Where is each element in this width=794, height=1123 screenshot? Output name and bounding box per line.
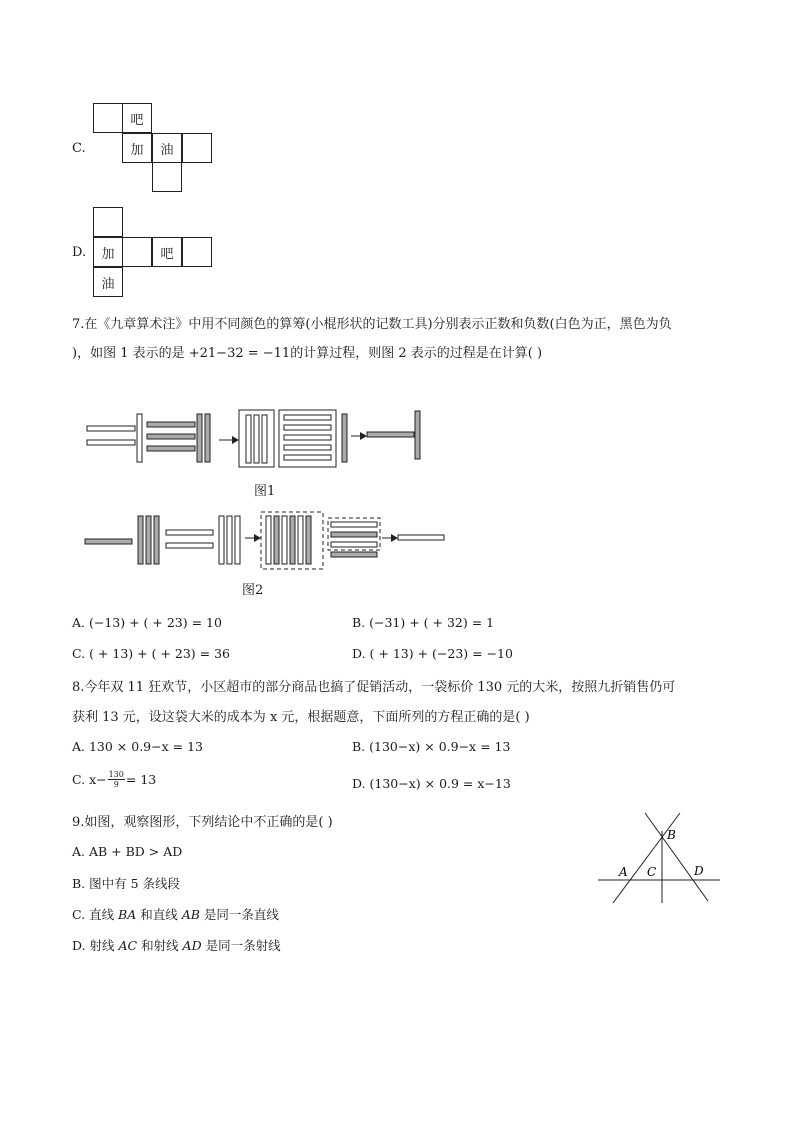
q8-option-c — [72, 770, 156, 789]
fraction — [108, 770, 125, 789]
text-part: D. 射线 — [72, 938, 119, 953]
q9-stem: 9.如图，观察图形，下列结论中不正确的是( ) — [72, 815, 333, 830]
option-label: C. — [72, 141, 86, 156]
line-name: BA — [118, 907, 137, 922]
q8-stem-line2: 获利 13 元，设这袋大米的成本为 x 元，根据题意，下面所列的方程正确的是( ) — [72, 710, 530, 725]
q8-option-a: A. 130 × 0.9−x = 13 — [72, 739, 203, 754]
point-label-b: B — [667, 828, 676, 842]
q9-option-b: B. 图中有 5 条线段 — [72, 876, 181, 891]
ray-name: AD — [182, 938, 202, 953]
figure-1-caption: 图1 — [254, 484, 276, 499]
net-cell: 吧 — [122, 103, 152, 133]
q9-option-c — [72, 905, 279, 923]
point-label-a: A — [619, 865, 628, 879]
net-cell: 加 — [93, 237, 123, 267]
q9-geometry-figure — [595, 808, 725, 908]
net-cell — [93, 103, 123, 133]
q8-option-d: D. (130−x) × 0.9 = x−13 — [352, 776, 511, 791]
q7-option-b: B. (−31) + ( + 32) = 1 — [352, 615, 495, 630]
line-name: AB — [181, 907, 200, 922]
text-part: 是同一条直线 — [199, 907, 279, 922]
figure-2-caption: 图2 — [242, 583, 264, 598]
q7-option-d: D. ( + 13) + (−23) = −10 — [352, 646, 513, 661]
net-cell: 加 — [122, 133, 152, 163]
fraction-denominator: 9 — [113, 780, 119, 789]
net-cell — [182, 133, 212, 163]
net-cell — [182, 237, 212, 267]
q7-option-c: C. ( + 13) + ( + 23) = 36 — [72, 646, 230, 661]
point-label-c: C — [647, 865, 657, 879]
net-cell — [93, 207, 123, 237]
option-label: D. — [72, 245, 87, 260]
q7-stem-line2: )，如图 1 表示的是 +21−32 = −11的计算过程，则图 2 表示的过程是在计算( ) — [72, 346, 543, 361]
ray-name: AC — [118, 938, 138, 953]
text-part: 和直线 — [136, 907, 182, 922]
net-cell — [122, 237, 152, 267]
net-cell: 吧 — [152, 237, 182, 267]
q8-option-b: B. (130−x) × 0.9−x = 13 — [352, 739, 511, 754]
net-cell: 油 — [152, 133, 182, 163]
q7-figure-1 — [80, 405, 440, 470]
q7-figure-2 — [80, 510, 450, 572]
net-cell: 油 — [93, 267, 123, 297]
q7-stem-line1: 7.在《九章算术注》中用不同颜色的算筹(小棍形状的记数工具)分别表示正数和负数(白色为正，黑色为负 — [72, 317, 672, 332]
text-part: C. 直线 — [72, 907, 119, 922]
point-label-d: D — [694, 864, 704, 878]
fraction-numerator: 130 — [108, 770, 124, 779]
q8-stem-line1: 8.今年双 11 狂欢节，小区超市的部分商品也搞了促销活动，一袋标价 130 元的大米，按照九折销售仍可 — [72, 680, 676, 695]
text-part: 是同一条射线 — [201, 938, 281, 953]
q9-option-d — [72, 936, 281, 954]
q7-option-a: A. (−13) + ( + 23) = 10 — [72, 615, 222, 630]
q9-option-a: A. AB + BD > AD — [72, 844, 183, 859]
net-cell — [152, 162, 182, 192]
option-c-suffix: = 13 — [125, 772, 157, 787]
option-c-prefix: C. x− — [72, 772, 107, 787]
text-part: 和射线 — [137, 938, 183, 953]
